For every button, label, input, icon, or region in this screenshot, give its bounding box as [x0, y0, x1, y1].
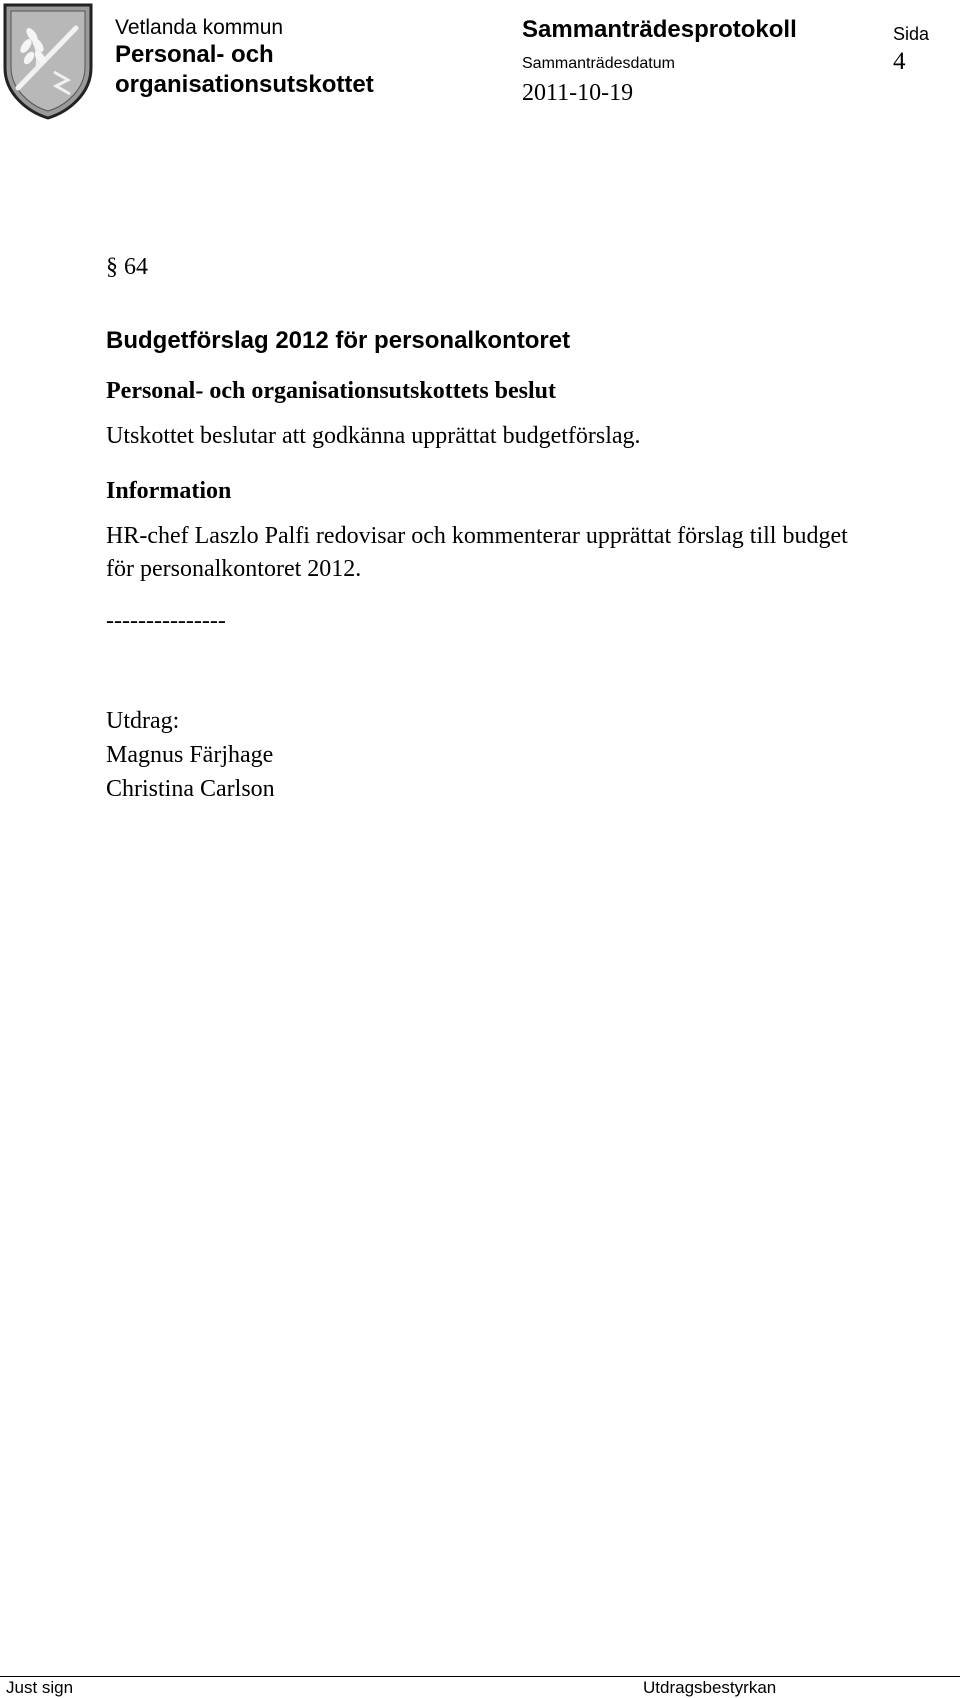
footer-divider: [0, 1676, 960, 1677]
organization-name: Vetlanda kommun: [115, 16, 284, 39]
information-text-line2: för personalkontoret 2012.: [106, 556, 362, 582]
page-label: Sida: [893, 24, 930, 44]
separator-dashes: ---------------: [106, 608, 226, 634]
section-title: Budgetförslag 2012 för personalkontoret: [106, 327, 571, 354]
coat-of-arms-icon: [2, 2, 94, 120]
extract-recipient: Magnus Färjhage: [106, 742, 274, 768]
meeting-date-value: 2011-10-19: [522, 80, 634, 106]
committee-name-line1: Personal- och: [115, 41, 274, 68]
information-heading: Information: [106, 478, 232, 504]
decision-text: Utskottet beslutar att godkänna upprättat budgetförslag.: [106, 423, 641, 449]
page-number: 4: [893, 48, 906, 75]
paragraph-number: § 64: [106, 254, 148, 280]
committee-name-line2: organisationsutskottet: [115, 71, 374, 98]
meeting-date-label: Sammanträdesdatum: [522, 55, 675, 72]
footer-signature-label: Just sign: [6, 1678, 74, 1697]
footer-certification-label: Utdragsbestyrkan: [643, 1678, 777, 1697]
decision-heading: Personal- och organisationsutskottets beslut: [106, 378, 557, 404]
extract-recipient: Christina Carlson: [106, 776, 275, 802]
document-type: Sammanträdesprotokoll: [522, 16, 797, 43]
extract-label: Utdrag:: [106, 708, 180, 734]
information-text-line1: HR-chef Laszlo Palfi redovisar och kommenterar upprättat förslag till budget: [106, 523, 848, 549]
